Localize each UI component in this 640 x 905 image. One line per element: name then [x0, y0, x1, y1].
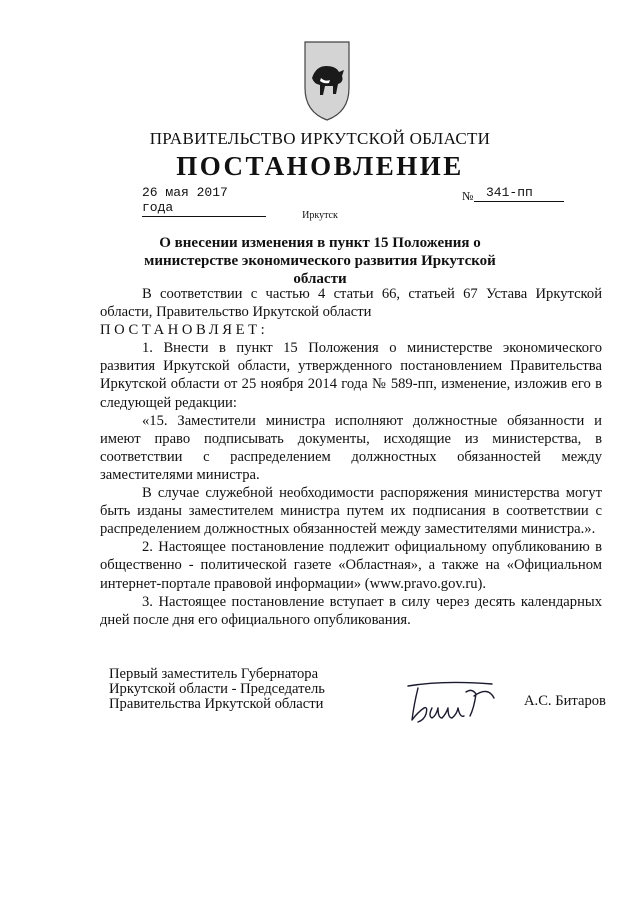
preamble: В соответствии с частью 4 статьи 66, статьей 67 Устава Иркутской области, Правительство Иркутской области — [100, 286, 602, 321]
government-name: ПРАВИТЕЛЬСТВО ИРКУТСКОЙ ОБЛАСТИ — [149, 129, 491, 148]
document-title: О внесении изменения в пункт 15 Положения о министерстве экономического развития Иркутской области — [144, 235, 496, 287]
document-type: ПОСТАНОВЛЕНИЕ — [176, 151, 464, 181]
position-line: Первый заместитель Губернатора — [109, 666, 319, 682]
position-line: Правительства Иркутской области — [109, 696, 324, 712]
item-3: 3. Настоящее постановление вступает в силу через десять календарных дней после дня его официального опубликования. — [100, 593, 602, 628]
number-sign: № — [462, 189, 474, 203]
item-1: 1. Внести в пункт 15 Положения о министерстве экономического развития Иркутской области, утвержденного постановлением Правительства Иркутской области от 25 ноября 2014 года № 589-пп, изменение, изложив его в следующей редакции: — [100, 340, 602, 411]
signatory-name: А.С. Битаров — [524, 693, 606, 709]
signatory-position — [109, 667, 325, 712]
document-date: 26 мая 2017 года — [142, 185, 266, 217]
handwritten-signature — [404, 678, 502, 726]
city: Иркутск — [302, 210, 338, 221]
decree-word: ПОСТАНОВЛЯЕТ: — [100, 322, 269, 339]
document-body — [100, 285, 602, 629]
coat-of-arms-icon — [302, 40, 352, 122]
position-line: Иркутской области - Председатель — [109, 681, 325, 697]
quote-paragraph-2: В случае служебной необходимости распоряжения министерства могут быть изданы заместителем министра путем их подписания в соответствии с распределением должностных обязанностей между заместителями министра.». — [100, 485, 602, 538]
quote-paragraph-1: «15. Заместители министра исполняют должностные обязанности и имеют право подписывать документы, исходящие из министерства, в соответствии с распределением должностных обязанностей между заместителями министра. — [100, 412, 602, 483]
document-number: 341-пп — [474, 185, 564, 202]
item-2: 2. Настоящее постановление подлежит официальному опубликованию в общественно - политической газете «Областная», а также на «Официальном интернет-портале правовой информации» (www.pravo.gov.ru). — [100, 539, 602, 592]
